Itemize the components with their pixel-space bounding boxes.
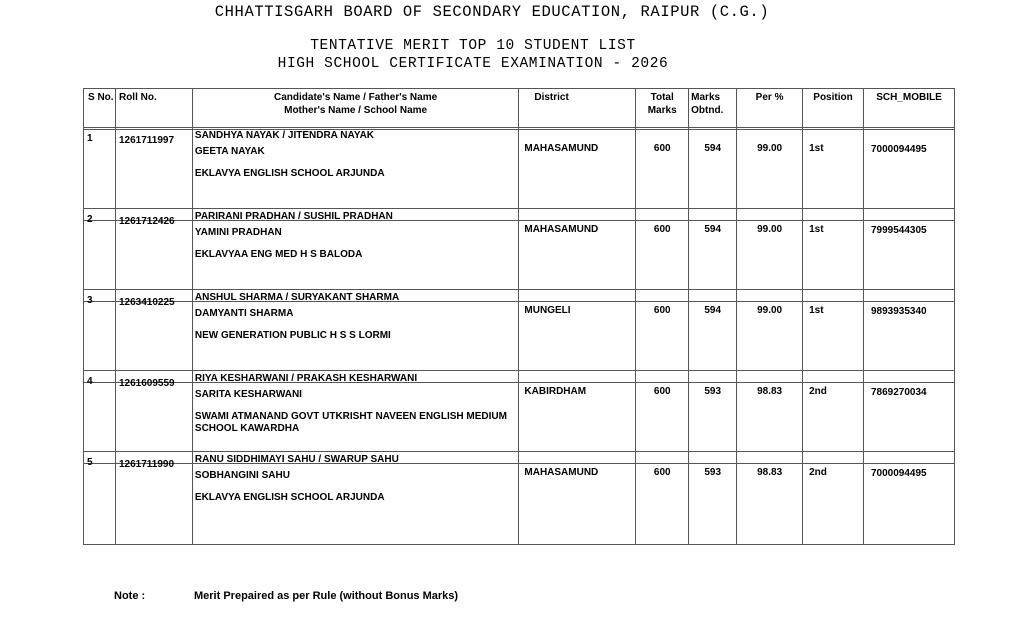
header-sno: S No. [84,89,116,130]
cell-position: 1st [803,128,864,221]
note-label: Note : [114,590,146,602]
cell-mobile: 7000094495 [864,128,955,221]
cell-total: 600 [636,128,689,221]
cell-percent: 98.83 [737,452,803,545]
cell-mobile: 7999544305 [864,209,955,302]
cell-district: MUNGELI [519,290,636,383]
candidate-name: SANDHYA NAYAK / JITENDRA NAYAK [194,130,375,141]
cell-position: 2nd [803,371,864,464]
cell-roll: 1261609559 [115,371,192,464]
mother-name: SARITA KESHARWANI [194,389,302,400]
header-candidate: Candidate's Name / Father's Name Mother's Name / School Name [192,89,518,130]
cell-position: 1st [803,209,864,302]
cell-candidate [192,209,518,302]
student-row-1 [83,127,955,221]
cell-percent: 98.83 [737,371,803,464]
board-name: CHHATTISGARH BOARD OF SECONDARY EDUCATION, RAIPUR (C.G.) [214,3,770,21]
cell-sno: 1 [84,128,116,221]
cell-district: MAHASAMUND [519,452,636,545]
cell-obtained: 594 [689,128,737,221]
cell-mobile: 7869270034 [864,371,955,464]
cell-obtained: 594 [689,290,737,383]
cell-district: MAHASAMUND [519,128,636,221]
cell-sno: 5 [84,452,116,545]
school-name: NEW GENERATION PUBLIC H S S LORMI [194,330,391,341]
cell-candidate [192,128,518,221]
header-position: Position [803,89,864,130]
cell-position: 2nd [803,452,864,545]
cell-district: KABIRDHAM [519,371,636,464]
school-name: EKLAVYAA ENG MED H S BALODA [194,249,363,260]
candidate-name: ANSHUL SHARMA / SURYAKANT SHARMA [194,292,400,303]
cell-total: 600 [636,209,689,302]
cell-sno: 3 [84,290,116,383]
cell-obtained: 593 [689,452,737,545]
list-title: TENTATIVE MERIT TOP 10 STUDENT LIST [310,38,636,54]
header-roll: Roll No. [115,89,192,130]
mother-name: DAMYANTI SHARMA [194,308,294,319]
cell-obtained: 594 [689,209,737,302]
note-text: Merit Prepaired as per Rule (without Bonus Marks) [194,590,459,602]
table-header [83,88,955,130]
header-percent: Per % [737,89,803,130]
cell-percent: 99.00 [737,209,803,302]
header-marks-obtained: Marks Obtnd. [689,89,737,130]
cell-candidate [192,290,519,383]
student-row-2 [83,208,955,302]
cell-sno: 2 [84,209,116,302]
cell-candidate [192,452,518,545]
cell-roll: 1261712426 [115,209,192,302]
cell-total: 600 [636,452,689,545]
cell-roll: 1263410225 [115,290,192,383]
mother-name: SOBHANGINI SAHU [194,470,290,481]
candidate-name: RANU SIDDHIMAYI SAHU / SWARUP SAHU [194,454,399,465]
cell-mobile: 9893935340 [864,290,955,383]
cell-candidate [192,371,519,464]
student-row-4 [83,370,955,464]
school-name: EKLAVYA ENGLISH SCHOOL ARJUNDA [194,168,385,179]
candidate-name: PARIRANI PRADHAN / SUSHIL PRADHAN [194,211,393,222]
candidate-name: RIYA KESHARWANI / PRAKASH KESHARWANI [194,373,418,384]
header-mobile: SCH_MOBILE [863,89,954,130]
header-district: District [519,89,636,130]
exam-title: HIGH SCHOOL CERTIFICATE EXAMINATION - 2026 [277,56,669,72]
cell-sno: 4 [84,371,116,464]
cell-obtained: 593 [689,371,737,464]
mother-name: YAMINI PRADHAN [194,227,282,238]
school-name: SWAMI ATMANAND GOVT UTKRISHT NAVEEN ENGLISH MEDIUM SCHOOL KAWARDHA [194,411,507,434]
student-row-3 [83,289,955,383]
cell-total: 600 [636,290,689,383]
cell-roll: 1261711997 [115,128,192,221]
cell-total: 600 [636,371,689,464]
cell-percent: 99.00 [737,290,803,383]
cell-position: 1st [803,290,864,383]
cell-district: MAHASAMUND [519,209,636,302]
student-row-5 [83,451,955,545]
cell-mobile: 7000094495 [864,452,955,545]
cell-percent: 99.00 [737,128,803,221]
mother-name: GEETA NAYAK [194,146,265,157]
school-name: EKLAVYA ENGLISH SCHOOL ARJUNDA [194,492,385,503]
cell-roll: 1261711990 [115,452,192,545]
header-total-marks: Total Marks [636,89,689,130]
